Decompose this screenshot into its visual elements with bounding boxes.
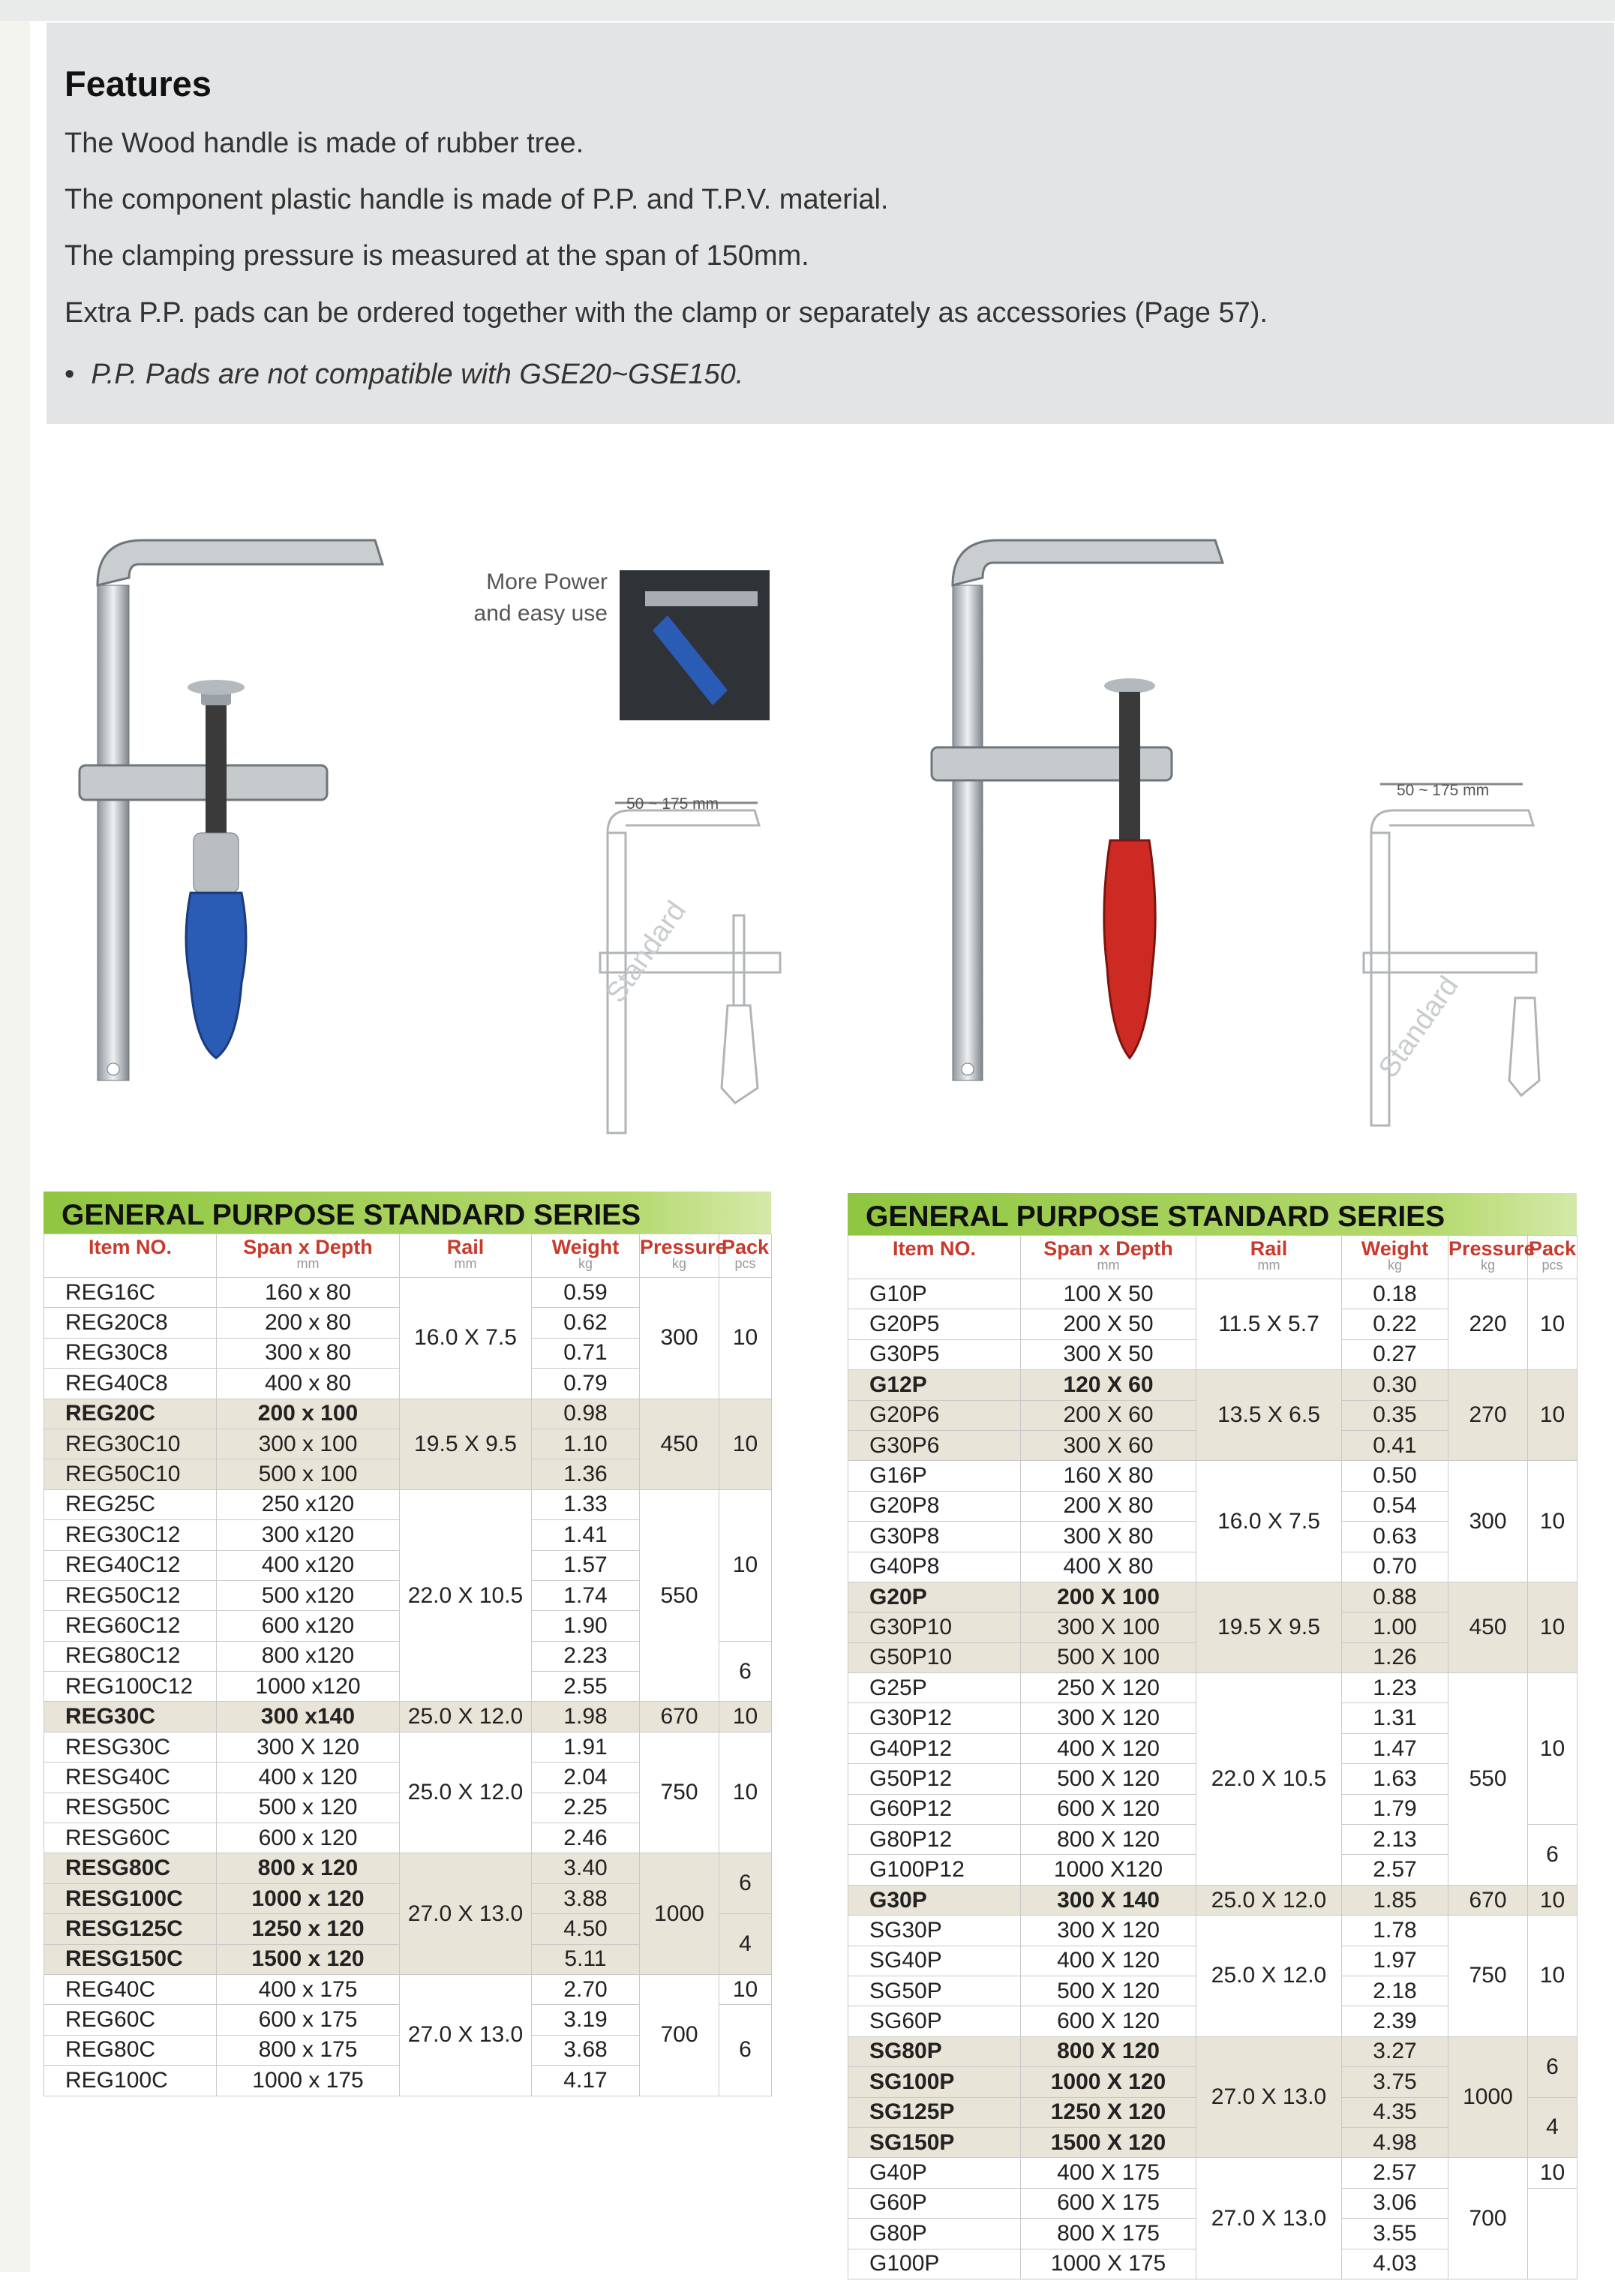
col-header-pressure: Pressure kg — [640, 1234, 719, 1278]
cell-span-depth: 160 x 80 — [217, 1278, 400, 1308]
cell-weight: 1.23 — [1342, 1673, 1448, 1703]
cell-weight: 0.62 — [532, 1308, 640, 1338]
cell-weight: 2.57 — [1342, 1855, 1448, 1885]
cell-item-no: REG30C8 — [44, 1338, 217, 1368]
cell-span-depth: 1500 x 120 — [217, 1944, 400, 1974]
cell-weight: 2.04 — [532, 1763, 640, 1793]
cell-weight: 3.06 — [1342, 2188, 1448, 2218]
cell-span-depth: 1000 X 175 — [1021, 2249, 1196, 2279]
table-row — [848, 1885, 1577, 1915]
cell-weight: 1.91 — [532, 1732, 640, 1762]
cell-rail: 22.0 X 10.5 — [400, 1489, 532, 1702]
cell-weight: 1.98 — [532, 1702, 640, 1732]
cell-weight: 3.19 — [532, 2005, 640, 2035]
cell-pack: 6 — [1528, 1825, 1577, 1886]
table-row — [848, 1370, 1577, 1400]
cell-weight: 1.79 — [1342, 1794, 1448, 1824]
cell-item-no: G80P12 — [848, 1825, 1021, 1855]
cell-item-no: REG100C12 — [44, 1672, 217, 1702]
col-header-item: Item NO. — [848, 1236, 1021, 1279]
cell-rail: 27.0 X 13.0 — [400, 1853, 532, 1975]
cell-weight: 1.90 — [532, 1611, 640, 1641]
cell-weight: 0.41 — [1342, 1430, 1448, 1460]
cell-span-depth: 1250 x 120 — [217, 1914, 400, 1944]
cell-weight: 2.25 — [532, 1793, 640, 1823]
cell-rail: 11.5 X 5.7 — [1196, 1279, 1342, 1370]
feature-line: The clamping pressure is measured at the span of 150mm. — [65, 240, 809, 272]
cell-pack: 10 — [1528, 1582, 1577, 1672]
cell-item-no: RESG125C — [44, 1914, 217, 1944]
table-row — [44, 1853, 772, 1883]
cell-weight: 0.35 — [1342, 1400, 1448, 1430]
cell-span-depth: 300 X 120 — [1021, 1703, 1196, 1733]
cell-weight: 3.55 — [1342, 2219, 1448, 2249]
cell-pack: 10 — [719, 1732, 772, 1853]
cell-item-no: SG40P — [848, 1946, 1021, 1976]
cell-pressure: 450 — [640, 1399, 719, 1489]
cell-span-depth: 300 x140 — [217, 1702, 400, 1732]
cell-item-no: SG60P — [848, 2006, 1021, 2036]
cell-rail: 27.0 X 13.0 — [1196, 2158, 1342, 2279]
cell-span-depth: 800 x 175 — [217, 2035, 400, 2065]
table-row — [848, 1673, 1577, 1703]
cell-span-depth: 600 x 120 — [217, 1823, 400, 1853]
col-header-pack: Pack pcs — [719, 1234, 772, 1278]
cell-weight: 1.85 — [1342, 1885, 1448, 1915]
cell-span-depth: 400 X 80 — [1021, 1552, 1196, 1582]
cell-item-no: G60P12 — [848, 1794, 1021, 1824]
feature-line: Extra P.P. pads can be ordered together with the clamp or separately as accessories (Page 57). — [65, 297, 1268, 329]
cell-weight: 2.13 — [1342, 1825, 1448, 1855]
cell-span-depth: 300 x 100 — [217, 1429, 400, 1459]
cell-span-depth: 300 X 120 — [217, 1732, 400, 1762]
cell-item-no: REG30C10 — [44, 1429, 217, 1459]
inset-caption-line-2: and easy use — [473, 601, 608, 626]
cell-span-depth: 1000 X120 — [1021, 1855, 1196, 1885]
table-row — [848, 2036, 1577, 2066]
cell-span-depth: 800 X 175 — [1021, 2219, 1196, 2249]
cell-pressure: 750 — [1448, 1916, 1528, 2037]
cell-weight: 2.46 — [532, 1823, 640, 1853]
cell-weight: 1.63 — [1342, 1764, 1448, 1794]
cell-pressure: 700 — [640, 1974, 719, 2096]
cell-item-no: REG60C12 — [44, 1611, 217, 1641]
cell-pack: 6 — [719, 1641, 772, 1702]
cell-rail: 27.0 X 13.0 — [400, 1974, 532, 2096]
cell-span-depth: 250 X 120 — [1021, 1673, 1196, 1703]
cell-item-no: G20P6 — [848, 1400, 1021, 1430]
cell-item-no: SG30P — [848, 1916, 1021, 1946]
cell-item-no: G10P — [848, 1279, 1021, 1309]
watermark-right: Standard — [1373, 970, 1465, 1084]
cell-item-no: RESG80C — [44, 1853, 217, 1883]
feature-line: The component plastic handle is made of P.P. and T.P.V. material. — [65, 184, 889, 215]
cell-span-depth: 1000 x 120 — [217, 1883, 400, 1913]
cell-item-no: RESG100C — [44, 1883, 217, 1913]
cell-item-no: REG80C12 — [44, 1641, 217, 1671]
cell-span-depth: 500 X 120 — [1021, 1976, 1196, 2006]
feature-note-text: P.P. Pads are not compatible with GSE20~GSE150. — [91, 359, 744, 390]
table-row — [848, 1279, 1577, 1309]
cell-span-depth: 1000 x 175 — [217, 2066, 400, 2096]
cell-pack: 6 — [1528, 2036, 1577, 2097]
cell-pack: 10 — [1528, 1673, 1577, 1825]
cell-weight: 1.97 — [1342, 1946, 1448, 1976]
col-header-span: Span x Depth mm — [217, 1234, 400, 1278]
cell-weight: 0.70 — [1342, 1552, 1448, 1582]
cell-span-depth: 1500 X 120 — [1021, 2127, 1196, 2157]
cell-weight: 1.33 — [532, 1489, 640, 1519]
cell-weight: 4.98 — [1342, 2127, 1448, 2157]
cell-weight: 0.71 — [532, 1338, 640, 1368]
table-row — [44, 1278, 772, 1308]
cell-span-depth: 300 x120 — [217, 1520, 400, 1550]
cell-pack: 6 — [719, 1853, 772, 1914]
table-title-bar — [44, 1192, 771, 1234]
cell-span-depth: 100 X 50 — [1021, 1279, 1196, 1309]
cell-span-depth: 120 X 60 — [1021, 1370, 1196, 1400]
cell-weight: 1.78 — [1342, 1916, 1448, 1946]
col-header-item: Item NO. — [44, 1234, 217, 1278]
cell-pressure: 550 — [1448, 1673, 1528, 1886]
cell-span-depth: 800 x 120 — [217, 1853, 400, 1883]
cell-weight: 0.59 — [532, 1278, 640, 1308]
cell-span-depth: 500 x120 — [217, 1580, 400, 1610]
cell-item-no: REG60C — [44, 2005, 217, 2035]
cell-weight: 2.55 — [532, 1672, 640, 1702]
cell-item-no: G100P — [848, 2249, 1021, 2279]
cell-span-depth: 250 x120 — [217, 1489, 400, 1519]
cell-weight: 1.31 — [1342, 1703, 1448, 1733]
cell-span-depth: 300 X 100 — [1021, 1612, 1196, 1642]
cell-item-no: RESG150C — [44, 1944, 217, 1974]
cell-span-depth: 300 X 50 — [1021, 1339, 1196, 1369]
cell-pack: 6 — [719, 2005, 772, 2096]
cell-span-depth: 400 x 80 — [217, 1369, 400, 1399]
cell-pack: 10 — [1528, 1885, 1577, 1915]
cell-pack: 10 — [1528, 1916, 1577, 2037]
cell-item-no: REG25C — [44, 1489, 217, 1519]
cell-item-no: G20P — [848, 1582, 1021, 1612]
cell-item-no: REG30C — [44, 1702, 217, 1732]
col-header-pressure: Pressure kg — [1448, 1236, 1528, 1279]
cell-weight: 5.11 — [532, 1944, 640, 1974]
top-strip — [0, 0, 1615, 21]
cell-pack: 10 — [719, 1702, 772, 1732]
cell-pressure: 750 — [640, 1732, 719, 1853]
cell-item-no: REG20C8 — [44, 1308, 217, 1338]
table-row — [848, 2158, 1577, 2188]
table-row — [44, 1489, 772, 1519]
table-row — [44, 1702, 772, 1732]
cell-item-no: G12P — [848, 1370, 1021, 1400]
cell-rail: 25.0 X 12.0 — [400, 1732, 532, 1853]
cell-span-depth: 200 X 100 — [1021, 1582, 1196, 1612]
bullet-icon: • — [65, 359, 75, 390]
cell-span-depth: 1000 X 120 — [1021, 2067, 1196, 2097]
cell-item-no: SG150P — [848, 2127, 1021, 2157]
cell-item-no: G40P — [848, 2158, 1021, 2188]
cell-span-depth: 800 X 120 — [1021, 2036, 1196, 2066]
cell-weight: 4.17 — [532, 2066, 640, 2096]
cell-weight: 0.27 — [1342, 1339, 1448, 1369]
cell-item-no: G30P6 — [848, 1430, 1021, 1460]
cell-weight: 0.79 — [532, 1369, 640, 1399]
cell-weight: 2.39 — [1342, 2006, 1448, 2036]
cell-span-depth: 800 X 120 — [1021, 1825, 1196, 1855]
cell-item-no: REG20C — [44, 1399, 217, 1429]
cell-item-no: REG40C — [44, 1974, 217, 2004]
cell-item-no: G30P8 — [848, 1522, 1021, 1552]
cell-pressure: 270 — [1448, 1370, 1528, 1461]
cell-item-no: G80P — [848, 2219, 1021, 2249]
cell-item-no: G50P10 — [848, 1642, 1021, 1672]
cell-item-no: SG80P — [848, 2036, 1021, 2066]
cell-item-no: RESG60C — [44, 1823, 217, 1853]
cell-span-depth: 300 X 80 — [1021, 1522, 1196, 1552]
cell-span-depth: 200 X 80 — [1021, 1491, 1196, 1521]
cell-item-no: G30P5 — [848, 1339, 1021, 1369]
spec-table-left — [44, 1234, 772, 2096]
cell-weight: 1.57 — [532, 1550, 640, 1580]
cell-weight: 3.40 — [532, 1853, 640, 1883]
cell-weight: 4.35 — [1342, 2097, 1448, 2127]
cell-weight: 1.10 — [532, 1429, 640, 1459]
dimension-label-right: 50 ~ 175 mm — [1397, 782, 1490, 799]
cell-span-depth: 1250 X 120 — [1021, 2097, 1196, 2127]
cell-item-no: G20P8 — [848, 1491, 1021, 1521]
cell-span-depth: 600 X 120 — [1021, 1794, 1196, 1824]
cell-pressure: 1000 — [1448, 2036, 1528, 2158]
cell-span-depth: 600 x 175 — [217, 2005, 400, 2035]
cell-item-no: G30P10 — [848, 1612, 1021, 1642]
cell-rail: 25.0 X 12.0 — [1196, 1885, 1342, 1915]
cell-weight: 0.18 — [1342, 1279, 1448, 1309]
left-margin-decoration — [0, 21, 30, 2272]
feature-note — [65, 359, 743, 391]
cell-weight: 3.88 — [532, 1883, 640, 1913]
cell-item-no: REG100C — [44, 2066, 217, 2096]
cell-span-depth: 1000 x120 — [217, 1672, 400, 1702]
table-row — [848, 1582, 1577, 1612]
clamp-photo-right — [932, 540, 1223, 1080]
cell-pack: 4 — [719, 1914, 772, 1975]
cell-item-no: G100P12 — [848, 1855, 1021, 1885]
cell-span-depth: 600 X 175 — [1021, 2188, 1196, 2218]
col-header-pack: Pack pcs — [1528, 1236, 1577, 1279]
cell-item-no: REG50C10 — [44, 1459, 217, 1489]
cell-item-no: G16P — [848, 1461, 1021, 1491]
right-clamp-illustration — [900, 518, 1598, 1148]
cell-weight: 2.18 — [1342, 1976, 1448, 2006]
cell-pressure: 220 — [1448, 1279, 1528, 1370]
cell-weight: 0.98 — [532, 1399, 640, 1429]
cell-weight: 0.22 — [1342, 1309, 1448, 1339]
cell-span-depth: 300 X 140 — [1021, 1885, 1196, 1915]
cell-weight: 3.75 — [1342, 2067, 1448, 2097]
cell-weight: 1.26 — [1342, 1642, 1448, 1672]
cell-pack: 10 — [719, 1489, 772, 1641]
cell-item-no: SG125P — [848, 2097, 1021, 2127]
cell-span-depth: 500 x 100 — [217, 1459, 400, 1489]
cell-item-no: SG50P — [848, 1976, 1021, 2006]
cell-span-depth: 200 x 80 — [217, 1308, 400, 1338]
cell-span-depth: 300 X 120 — [1021, 1916, 1196, 1946]
cell-span-depth: 400 x 175 — [217, 1974, 400, 2004]
table-row — [44, 1974, 772, 2004]
cell-span-depth: 600 X 120 — [1021, 2006, 1196, 2036]
cell-span-depth: 300 x 80 — [217, 1338, 400, 1368]
cell-weight: 0.30 — [1342, 1370, 1448, 1400]
table-header-row — [44, 1234, 772, 1278]
clamp-photo-left — [80, 540, 383, 1080]
cell-span-depth: 400 X 120 — [1021, 1733, 1196, 1763]
cell-span-depth: 600 x120 — [217, 1611, 400, 1641]
cell-pack: 10 — [1528, 1461, 1577, 1582]
cell-item-no: RESG30C — [44, 1732, 217, 1762]
cell-pressure: 670 — [1448, 1885, 1528, 1915]
cell-weight: 0.88 — [1342, 1582, 1448, 1612]
cell-rail: 13.5 X 6.5 — [1196, 1370, 1342, 1461]
col-header-rail: Rail mm — [1196, 1236, 1342, 1279]
cell-pressure: 300 — [1448, 1461, 1528, 1582]
cell-span-depth: 200 x 100 — [217, 1399, 400, 1429]
cell-rail: 19.5 X 9.5 — [1196, 1582, 1342, 1672]
cell-weight: 0.50 — [1342, 1461, 1448, 1491]
cell-rail: 22.0 X 10.5 — [1196, 1673, 1342, 1886]
cell-item-no: REG16C — [44, 1278, 217, 1308]
cell-item-no: RESG40C — [44, 1763, 217, 1793]
cell-pack: 10 — [719, 1399, 772, 1489]
cell-item-no: G40P12 — [848, 1733, 1021, 1763]
cell-span-depth: 400 x 120 — [217, 1763, 400, 1793]
inset-caption — [420, 566, 608, 630]
cell-span-depth: 400 X 175 — [1021, 2158, 1196, 2188]
features-title: Features — [65, 64, 212, 104]
cell-span-depth: 500 X 100 — [1021, 1642, 1196, 1672]
cell-pressure: 1000 — [640, 1853, 719, 1975]
table-row — [848, 1461, 1577, 1491]
cell-pack: 4 — [1528, 2097, 1577, 2158]
cell-item-no: REG80C — [44, 2035, 217, 2065]
cell-rail: 16.0 X 7.5 — [400, 1278, 532, 1399]
watermark-left: Standard — [600, 895, 692, 1009]
cell-weight: 1.47 — [1342, 1733, 1448, 1763]
cell-rail: 27.0 X 13.0 — [1196, 2036, 1342, 2158]
cell-span-depth: 500 x 120 — [217, 1793, 400, 1823]
cell-pack: 10 — [1528, 1279, 1577, 1370]
table-row — [848, 1916, 1577, 1946]
cell-pressure: 450 — [1448, 1582, 1528, 1672]
col-header-weight: Weight kg — [532, 1234, 640, 1278]
cell-pack: 10 — [1528, 1370, 1577, 1461]
cell-item-no: G30P — [848, 1885, 1021, 1915]
cell-item-no: REG40C8 — [44, 1369, 217, 1399]
cell-weight: 4.50 — [532, 1914, 640, 1944]
cell-pack: 10 — [719, 1974, 772, 2004]
feature-line: The Wood handle is made of rubber tree. — [65, 128, 584, 159]
cell-item-no: G20P5 — [848, 1309, 1021, 1339]
cell-weight: 1.36 — [532, 1459, 640, 1489]
cell-item-no: G30P12 — [848, 1703, 1021, 1733]
cell-pressure: 700 — [1448, 2158, 1528, 2279]
cell-span-depth: 500 X 120 — [1021, 1764, 1196, 1794]
cell-rail: 25.0 X 12.0 — [400, 1702, 532, 1732]
cell-span-depth: 200 X 50 — [1021, 1309, 1196, 1339]
table-row — [44, 1399, 772, 1429]
cell-item-no: REG50C12 — [44, 1580, 217, 1610]
cell-weight: 1.00 — [1342, 1612, 1448, 1642]
cell-weight: 3.68 — [532, 2035, 640, 2065]
cell-item-no: G40P8 — [848, 1552, 1021, 1582]
cell-weight: 2.23 — [532, 1641, 640, 1671]
cell-weight: 1.41 — [532, 1520, 640, 1550]
cell-weight: 2.70 — [532, 1974, 640, 2004]
cell-pack: 10 — [1528, 2158, 1577, 2188]
cell-weight: 2.57 — [1342, 2158, 1448, 2188]
table-row — [44, 1732, 772, 1762]
cell-span-depth: 160 X 80 — [1021, 1461, 1196, 1491]
cell-pack: 10 — [719, 1278, 772, 1399]
cell-item-no: G25P — [848, 1673, 1021, 1703]
cell-item-no: G50P12 — [848, 1764, 1021, 1794]
cell-weight: 0.54 — [1342, 1491, 1448, 1521]
cell-span-depth: 400 x120 — [217, 1550, 400, 1580]
cell-pressure: 670 — [640, 1702, 719, 1732]
inset-caption-line-1: More Power — [486, 569, 608, 594]
cell-item-no: REG30C12 — [44, 1520, 217, 1550]
cell-weight: 4.03 — [1342, 2249, 1448, 2279]
cell-item-no: G60P — [848, 2188, 1021, 2218]
cell-span-depth: 400 X 120 — [1021, 1946, 1196, 1976]
cell-weight: 3.27 — [1342, 2036, 1448, 2066]
cell-item-no: RESG50C — [44, 1793, 217, 1823]
table-title: GENERAL PURPOSE STANDARD SERIES — [866, 1201, 1445, 1233]
spec-table-right — [848, 1235, 1577, 2279]
inset-photo — [620, 570, 770, 720]
dimension-label-left: 50 ~ 175 mm — [626, 795, 719, 813]
features-box — [47, 23, 1614, 424]
cell-pressure: 550 — [640, 1489, 719, 1702]
table-title: GENERAL PURPOSE STANDARD SERIES — [62, 1199, 641, 1231]
table-header-row — [848, 1236, 1577, 1279]
cell-span-depth: 800 x120 — [217, 1641, 400, 1671]
cell-rail: 19.5 X 9.5 — [400, 1399, 532, 1489]
cell-rail: 16.0 X 7.5 — [1196, 1461, 1342, 1582]
cell-weight: 0.63 — [1342, 1522, 1448, 1552]
cell-span-depth: 200 X 60 — [1021, 1400, 1196, 1430]
col-header-weight: Weight kg — [1342, 1236, 1448, 1279]
cell-item-no: SG100P — [848, 2067, 1021, 2097]
cell-weight: 1.74 — [532, 1580, 640, 1610]
table-title-bar — [848, 1193, 1577, 1235]
cell-pressure: 300 — [640, 1278, 719, 1399]
cell-item-no: REG40C12 — [44, 1550, 217, 1580]
col-header-rail: Rail mm — [400, 1234, 532, 1278]
cell-rail: 25.0 X 12.0 — [1196, 1916, 1342, 2037]
col-header-span: Span x Depth mm — [1021, 1236, 1196, 1279]
cell-span-depth: 300 X 60 — [1021, 1430, 1196, 1460]
cell-pack — [1528, 2188, 1577, 2279]
